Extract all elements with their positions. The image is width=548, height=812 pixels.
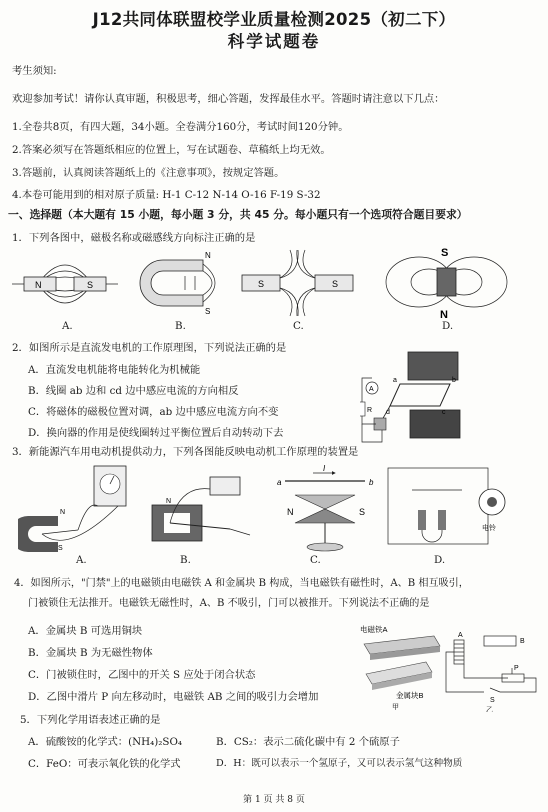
q2-option-c: C．将磁体的磁极位置对调，ab 边中感应电流方向不变 xyxy=(28,406,279,418)
q4-figure-yi xyxy=(444,628,542,712)
q3-figure-a xyxy=(18,460,138,552)
page-footer: 第 1 页 共 8 页 xyxy=(243,795,305,805)
notice-heading: 考生须知: xyxy=(12,65,57,77)
q1b-s-label: S xyxy=(205,307,211,316)
q2-option-b: B．线圈 ab 边和 cd 边中感应电流的方向相反 xyxy=(28,385,239,397)
q3c-b-label: b xyxy=(369,478,374,487)
q2-a-label: a xyxy=(393,377,397,384)
q5-stem: 5．下列化学用语表述正确的是 xyxy=(20,714,161,726)
q1d-s-label: S xyxy=(441,247,449,259)
q2-ammeter-label: A xyxy=(369,386,374,393)
q4-yi-b-label: B xyxy=(520,638,525,645)
notice-intro: 欢迎参加考试！请你认真审题，积极思考，细心答题，发挥最佳水平。答题时请注意以下几点： xyxy=(12,93,445,105)
q5-option-d: D．H：既可以表示一个氢原子，又可以表示氢气这种物质 xyxy=(216,758,463,769)
q3a-s-label: S xyxy=(58,545,63,552)
q4-stem-line1: 4．如图所示，"门禁"上的电磁锁由电磁铁 A 和金属块 B 构成，当电磁铁有磁性时，A、B 相互吸引， xyxy=(14,578,469,589)
q2-d-label: d xyxy=(386,409,390,416)
q1-label-a: A. xyxy=(62,320,73,332)
q3c-s-label: S xyxy=(359,507,366,517)
q3-figure-d xyxy=(382,460,512,552)
q3-label-d: D. xyxy=(434,554,446,566)
q3-label-b: B. xyxy=(180,554,191,566)
q2-resistor-label: R xyxy=(367,407,373,414)
q2-option-a: A．直流发电机能将电能转化为机械能 xyxy=(28,364,201,376)
q2-option-d: D．换向器的作用是使线圈转过平衡位置后自动转动下去 xyxy=(28,427,284,439)
q5-option-b: B．CS₂：表示二硫化碳中有 2 个硫原子 xyxy=(216,736,400,748)
q4-yi-a-label: A xyxy=(458,632,463,639)
q2-stem: 2．如图所示是直流发电机的工作原理图，下列说法正确的是 xyxy=(12,342,287,354)
q3c-n-label: N xyxy=(287,507,294,517)
q3-label-a: A. xyxy=(76,554,87,566)
q1-stem: 1．下列各图中，磁极名称或磁感线方向标注正确的是 xyxy=(12,232,256,244)
notice-item-4: 4.本卷可能用到的相对原子质量: H-1 C-12 N-14 O-16 F-19 S-32 xyxy=(12,189,321,201)
q1-figure-b xyxy=(133,250,228,316)
q1a-s-label: S xyxy=(87,280,94,290)
exam-title: J12共同体联盟校学业质量检测2025（初二下） xyxy=(92,10,456,29)
q1b-n-label: N xyxy=(205,251,211,260)
q5-option-c: C．FeO：可表示氧化铁的化学式 xyxy=(28,758,181,770)
q2-b-label: b xyxy=(452,377,456,384)
q3d-bell-label: 电铃 xyxy=(482,525,496,532)
q1-figure-d xyxy=(384,242,509,322)
q2-c-label: c xyxy=(442,409,446,416)
q3-figure-b xyxy=(150,475,260,550)
q1-label-d: D. xyxy=(442,320,454,332)
q3c-current-label: I xyxy=(323,465,326,473)
q1c-s-label-left: S xyxy=(258,279,265,289)
q3a-n-label: N xyxy=(60,509,66,516)
q3-label-c: C. xyxy=(310,554,321,566)
q4-yi-p-label: P xyxy=(514,665,519,672)
q1-label-b: B. xyxy=(175,320,186,332)
q3-figure-c xyxy=(275,465,385,553)
q1-figure-a xyxy=(10,248,120,318)
q4-figure-jia xyxy=(356,622,444,710)
q4-jia-label: 甲 xyxy=(392,704,399,710)
q4-stem-line2: 门被锁住无法推开。电磁铁无磁性时，A、B 不吸引，门可以被推开。下列说法不正确的是 xyxy=(28,598,430,609)
notice-item-3: 3.答题前，认真阅读答题纸上的《注意事项》，按规定答题。 xyxy=(12,167,285,179)
q4-yi-label: 乙 xyxy=(486,707,493,712)
q1c-s-label-right: S xyxy=(332,279,339,289)
q4-magnet-a-label: 电磁铁A xyxy=(360,625,388,634)
q1-figure-c xyxy=(240,248,355,318)
q2-generator-figure xyxy=(360,348,470,448)
q3c-a-label: a xyxy=(277,478,282,487)
exam-subtitle: 科学试题卷 xyxy=(227,32,321,51)
q4-option-b: B．金属块 B 为无磁性物体 xyxy=(28,647,153,659)
q4-option-a: A．金属块 B 可选用铜块 xyxy=(28,625,143,637)
notice-item-2: 2.答案必须写在答题纸相应的位置上，写在试题卷、草稿纸上均无效。 xyxy=(12,144,331,156)
q4-option-c: C．门被锁住时，乙图中的开关 S 应处于闭合状态 xyxy=(28,669,256,681)
q1d-n-label: N xyxy=(440,309,448,321)
q4-option-d: D．乙图中滑片 P 向左移动时，电磁铁 AB 之间的吸引力会增加 xyxy=(28,691,319,703)
notice-item-1: 1.全卷共8页，有四大题，34小题。全卷满分160分，考试时间120分钟。 xyxy=(12,121,349,133)
q3-stem: 3．新能源汽车用电动机提供动力，下列各图能反映电动机工作原理的装置是 xyxy=(12,446,359,458)
q3b-n-label: N xyxy=(166,498,172,505)
q4-block-b-label: 金属块B xyxy=(396,691,424,700)
q1a-n-label: N xyxy=(35,280,42,290)
q1-label-c: C. xyxy=(293,320,304,332)
q5-option-a: A．硫酸铵的化学式：(NH₄)₂SO₄ xyxy=(28,736,183,748)
q4-yi-s-label: S xyxy=(490,697,495,704)
section-1-title: 一、选择题（本大题有 15 小题，每小题 3 分，共 45 分。每小题只有一个选项符合题目要求） xyxy=(8,208,468,221)
